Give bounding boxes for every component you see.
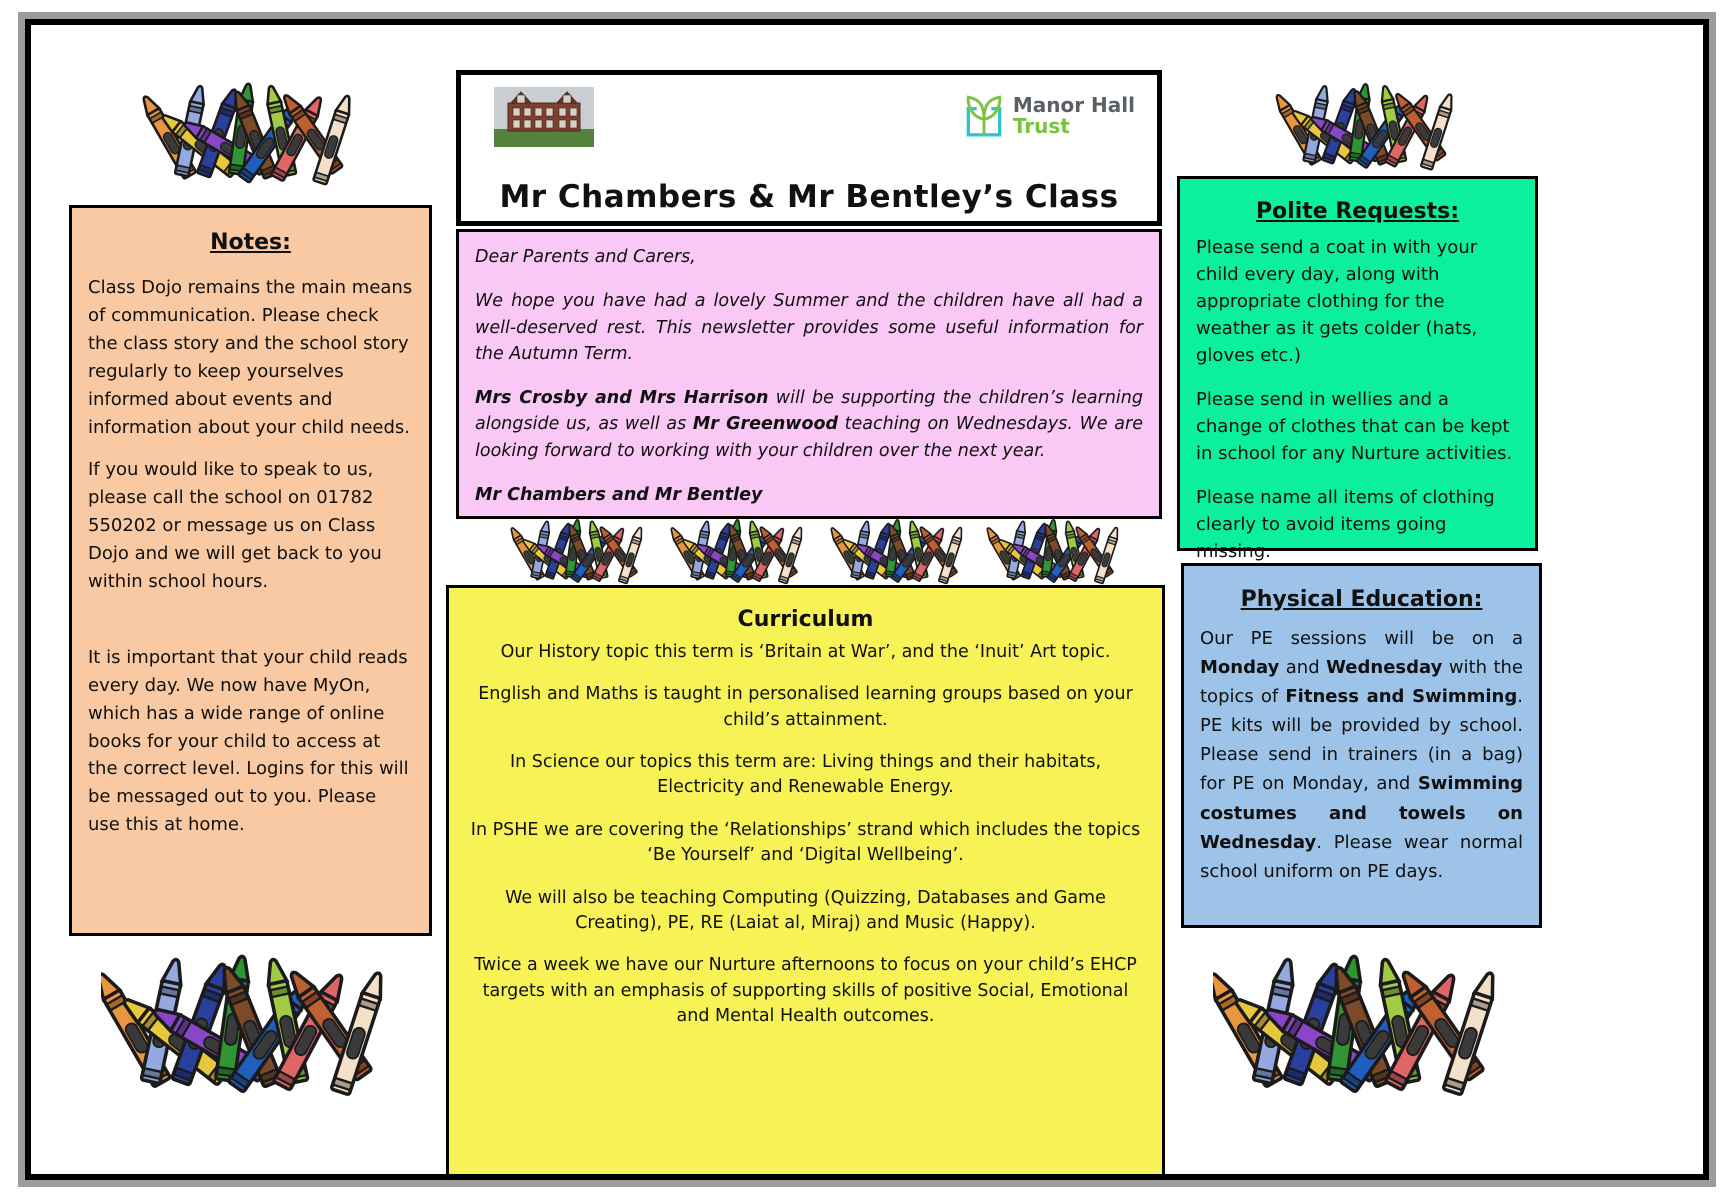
crayons-clipart-middle-1 xyxy=(499,513,667,589)
curriculum-paragraph: English and Maths is taught in personalised learning groups based on your child’s attainment. xyxy=(478,684,1133,730)
curriculum-paragraph: We will also be teaching Computing (Quizzing, Databases and Game Creating), PE, RE (Laiat al, Miraj) and Music (Happy). xyxy=(505,887,1106,933)
notes-paragraph: It is important that your child reads every day. We now have MyOn, which has a wide range of online books for your child to access at the correct level. Logins for this will be messaged out to you. Please use this at home. xyxy=(88,646,409,836)
crayons-clipart-top-right xyxy=(1267,75,1479,177)
polite-requests-section xyxy=(1177,176,1538,562)
pe-text: with the topics of xyxy=(1200,656,1523,707)
polite-requests-paragraph: Please name all items of clothing clearly to avoid items going missing. xyxy=(1196,487,1495,562)
page-title: Mr Chambers & Mr Bentley’s Class xyxy=(499,179,1119,215)
page-inner-border xyxy=(25,19,1709,1180)
pe-bold: Swimming costumes and towels on Wednesday xyxy=(1200,773,1523,853)
school-photo xyxy=(493,87,595,147)
pe-bold: Fitness and Swimming xyxy=(1285,685,1518,707)
pe-text: Our PE sessions will be on a xyxy=(1200,627,1523,649)
physical-education-title: Physical Education: xyxy=(1240,587,1483,612)
crayons-clipart-middle-3 xyxy=(819,513,987,589)
curriculum-paragraph: Twice a week we have our Nurture afternoons to focus on your child’s EHCP targets with an emphasis of supporting skills of positive Social, Emotional and Mental Health outcomes. xyxy=(474,955,1137,1027)
pe-bold: Wednesday xyxy=(1326,656,1443,678)
logo-text-line2: Trust xyxy=(1012,114,1070,138)
logo-text-line1: Manor Hall xyxy=(1012,93,1135,117)
pe-text: and xyxy=(1279,656,1327,678)
letter-greeting: Dear Parents and Carers, xyxy=(475,247,696,267)
letter-text: will be supporting the children’s learning alongside us, as well as xyxy=(475,388,1143,435)
letter-signoff: Mr Chambers and Mr Bentley xyxy=(475,484,763,505)
polite-requests-paragraph: Please send a coat in with your child every day, along with appropriate clothing for the weather as it gets colder (hats, gloves etc.) xyxy=(1196,237,1478,366)
crayons-clipart-middle-4 xyxy=(975,513,1143,589)
pe-text: . Please wear normal school uniform on PE days. xyxy=(1200,831,1523,882)
letter-text: teaching on Wednesdays. We are looking forward to working with your children over the next year. xyxy=(475,414,1143,461)
polite-requests-paragraph: Please send in wellies and a change of clothes that can be kept in school for any Nurture activities. xyxy=(1196,389,1513,464)
notes-section xyxy=(69,205,432,936)
crayons-clipart-bottom-left xyxy=(101,940,407,1108)
letter-paragraph xyxy=(475,385,1143,464)
page-border xyxy=(18,12,1716,1187)
pe-bold: Monday xyxy=(1200,656,1280,678)
letter-bold-name: Mr Greenwood xyxy=(692,414,839,435)
polite-requests-title: Polite Requests: xyxy=(1255,199,1460,224)
letter-bold-names: Mrs Crosby and Mrs Harrison xyxy=(475,388,769,408)
trust-logo-icon xyxy=(961,93,1007,139)
notes-paragraph: Class Dojo remains the main means of communication. Please check the class story and the school story regularly to keep yourselves informed about events and information about your child needs. xyxy=(88,277,413,438)
manor-hall-trust-logo xyxy=(961,93,1135,139)
notes-paragraph: If you would like to speak to us, please call the school on 01782 550202 or message us on Class Dojo and we will get back to you within school hours. xyxy=(88,459,382,592)
crayons-clipart-top-left xyxy=(141,73,373,193)
letter-paragraph: We hope you have had a lovely Summer and the children have all had a well-deserved rest. This newsletter provides some useful information for the Autumn Term. xyxy=(475,291,1143,364)
curriculum-section xyxy=(446,585,1165,1179)
curriculum-paragraph: In PSHE we are covering the ‘Relationships’ strand which includes the topics ‘Be Yourself’ and ‘Digital Wellbeing’. xyxy=(470,819,1141,866)
curriculum-title: Curriculum xyxy=(737,607,874,632)
crayons-clipart-middle-2 xyxy=(659,513,827,589)
curriculum-paragraph: In Science our topics this term are: Living things and their habitats, Electricity and Renewable Energy. xyxy=(509,752,1102,798)
physical-education-section xyxy=(1181,563,1542,928)
header xyxy=(456,70,1162,226)
notes-title: Notes: xyxy=(210,230,291,255)
curriculum-paragraph: Our History topic this term is ‘Britain at War’, and the ‘Inuit’ Art topic. xyxy=(500,641,1111,662)
pe-text: . PE kits will be provided by school. Please send in trainers (in a bag) for PE on Monday, and xyxy=(1200,685,1523,795)
physical-education-paragraph xyxy=(1200,624,1523,886)
welcome-letter xyxy=(456,229,1162,519)
trust-logo-text xyxy=(1013,95,1135,137)
crayons-clipart-bottom-right xyxy=(1213,940,1519,1108)
